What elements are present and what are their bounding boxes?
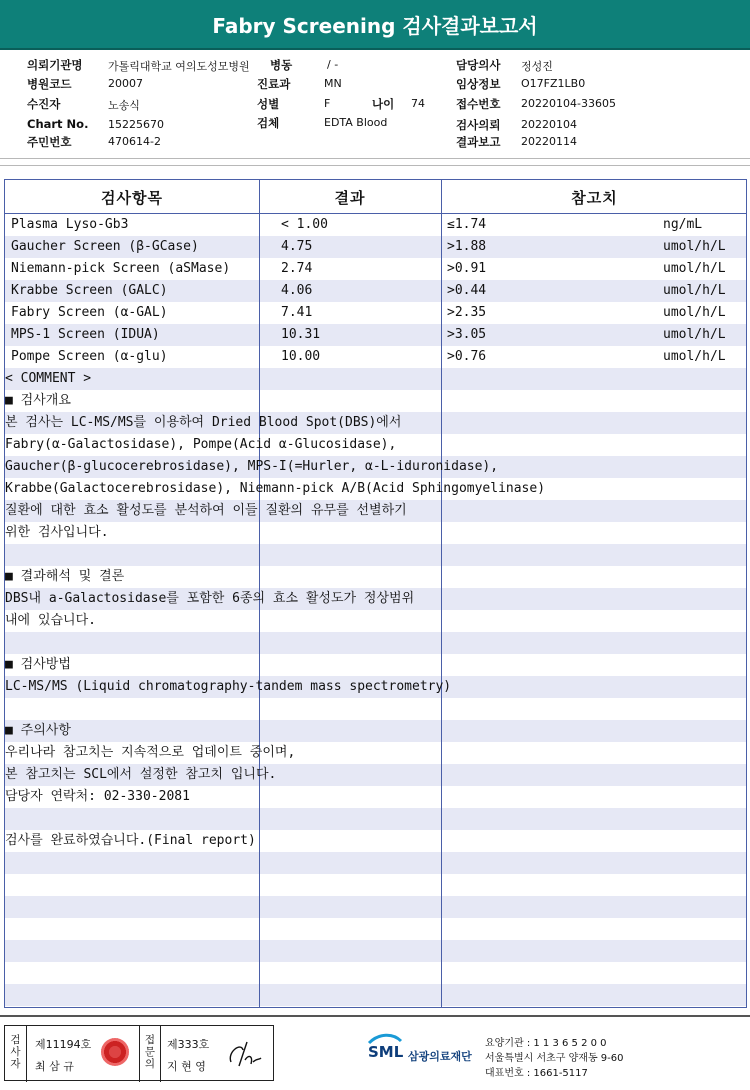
tester-label: 검 사 자 (5, 1026, 27, 1082)
value-request-date: 20220104 (521, 118, 577, 131)
label-hospital-code: 병원코드 (27, 77, 72, 91)
value-institution: 가톨릭대학교 여의도성모병원 (108, 60, 250, 73)
footer-divider (0, 1015, 750, 1017)
label-doctor: 담당의사 (456, 58, 501, 72)
comment-line: 본 검사는 LC-MS/MS를 이용하여 Dried Blood Spot(DBS)에서 (5, 415, 402, 430)
comment-line: 내에 있습니다. (5, 613, 97, 628)
tester-license: 제11194호 (35, 1038, 92, 1051)
value-receipt-no: 20220104-33605 (521, 97, 616, 110)
test-item: Plasma Lyso-Gb3 (11, 217, 129, 232)
label-receipt-no: 접수번호 (456, 97, 501, 111)
signature-image (225, 1036, 265, 1072)
table-stripe (5, 720, 746, 742)
table-stripe (5, 874, 746, 896)
test-result: 4.75 (281, 239, 313, 254)
report-title: Fabry Screening 검사결과보고서 (0, 0, 750, 48)
reference-range: ≤1.74 (447, 217, 487, 232)
phone-number: 대표번호 : 1661-5117 (485, 1068, 588, 1079)
value-patient: 노송식 (108, 99, 140, 112)
comment-line: ■ 주의사항 (5, 723, 71, 738)
comment-line: ■ 검사방법 (5, 657, 71, 672)
column-header-item: 검사항목 (101, 189, 163, 207)
label-sex: 성별 (257, 97, 280, 111)
comment-line: 위한 검사입니다. (5, 525, 109, 540)
comment-line: 우리나라 참고치는 지속적으로 업데이트 중이며, (5, 745, 296, 760)
reference-range: >2.35 (447, 305, 487, 320)
reference-range: >0.44 (447, 283, 487, 298)
header-divider-2 (0, 165, 750, 166)
table-stripe (5, 522, 746, 544)
table-stripe (5, 654, 746, 676)
test-result: 7.41 (281, 305, 313, 320)
table-stripe (5, 940, 746, 962)
test-result: < 1.00 (281, 217, 328, 232)
tester-name: 최 삼 규 (35, 1060, 74, 1073)
reference-range: >0.91 (447, 261, 487, 276)
comment-line: DBS내 a-Galactosidase를 포함한 6종의 효소 활성도가 정상범위 (5, 591, 415, 606)
comment-line: ■ 결과해석 및 결론 (5, 569, 125, 584)
reference-unit: umol/h/L (663, 239, 726, 254)
value-report-date: 20220114 (521, 135, 577, 148)
table-stripe (5, 390, 746, 412)
address: 서울특별시 서초구 양재동 9-60 (485, 1053, 624, 1064)
value-doctor: 정성진 (521, 60, 553, 73)
table-stripe (5, 852, 746, 874)
institution-code: 요양기관 : 1 1 3 6 5 2 0 0 (485, 1038, 607, 1049)
label-chart-no: Chart No. (27, 117, 89, 131)
reference-range: >1.88 (447, 239, 487, 254)
table-stripe (5, 896, 746, 918)
signature-box (4, 1025, 274, 1081)
comment-line: Gaucher(β-glucocerebrosidase), MPS-I(=Hurler, α-L-iduronidase), (5, 459, 499, 474)
table-stripe (5, 918, 746, 940)
comment-line: < COMMENT > (5, 371, 92, 386)
reviewer-name: 지 현 영 (167, 1060, 206, 1073)
value-ward: / - (327, 58, 339, 71)
reference-unit: umol/h/L (663, 261, 726, 276)
table-stripe (5, 544, 746, 566)
reference-unit: umol/h/L (663, 305, 726, 320)
label-resident-no: 주민번호 (27, 135, 72, 149)
column-header-reference: 참고치 (571, 189, 618, 207)
seal-stamp (101, 1038, 129, 1066)
test-result: 4.06 (281, 283, 313, 298)
test-item: Gaucher Screen (β-GCase) (11, 239, 199, 254)
reference-range: >3.05 (447, 327, 487, 342)
reference-range: >0.76 (447, 349, 487, 364)
table-stripe (5, 698, 746, 720)
reference-unit: umol/h/L (663, 327, 726, 342)
results-table (4, 179, 747, 1008)
table-stripe (5, 808, 746, 830)
label-request-date: 검사의뢰 (456, 118, 501, 132)
comment-line: 담당자 연락처: 02-330-2081 (5, 789, 190, 804)
title-underline (0, 48, 750, 50)
table-header (5, 180, 746, 214)
test-result: 2.74 (281, 261, 313, 276)
value-hospital-code: 20007 (108, 77, 143, 90)
comment-line: 검사를 완료하였습니다.(Final report) (5, 833, 256, 848)
sml-logo-text: SML (368, 1043, 404, 1061)
column-header-result: 결과 (334, 189, 366, 207)
test-item: Pompe Screen (α-glu) (11, 349, 168, 364)
label-department: 진료과 (257, 77, 291, 91)
comment-line: 본 참고치는 SCL에서 설정한 참고치 입니다. (5, 767, 277, 782)
label-age: 나이 (372, 97, 395, 111)
comment-line: Fabry(α-Galactosidase), Pompe(Acid α-Glucosidase), (5, 437, 397, 452)
test-result: 10.31 (281, 327, 321, 342)
table-stripe (5, 632, 746, 654)
value-resident-no: 470614-2 (108, 135, 161, 148)
label-specimen: 검체 (257, 116, 280, 130)
header-divider (0, 158, 750, 159)
value-chart-no: 15225670 (108, 118, 164, 131)
comment-line: 질환에 대한 효소 활성도를 분석하여 이들 질환의 유무를 선별하기 (5, 503, 407, 518)
value-specimen: EDTA Blood (324, 116, 388, 129)
label-patient: 수진자 (27, 97, 61, 111)
comment-line: LC-MS/MS (Liquid chromatography-tandem mass spectrometry) (5, 679, 452, 694)
table-stripe (5, 368, 746, 390)
test-item: Niemann-pick Screen (aSMase) (11, 261, 231, 276)
reviewer-label: 접 문 의 (139, 1026, 161, 1082)
label-clinical-info: 임상정보 (456, 77, 501, 91)
comment-line: Krabbe(Galactocerebrosidase), Niemann-pick A/B(Acid Sphingomyelinase) (5, 481, 546, 496)
test-item: Fabry Screen (α-GAL) (11, 305, 168, 320)
table-stripe (5, 610, 746, 632)
table-stripe (5, 962, 746, 984)
table-stripe (5, 984, 746, 1006)
value-department: MN (324, 77, 342, 90)
foundation-name: 삼광의료재단 (408, 1050, 472, 1063)
reviewer-license: 제333호 (167, 1038, 210, 1051)
label-report-date: 결과보고 (456, 135, 501, 149)
reference-unit: umol/h/L (663, 283, 726, 298)
value-clinical-info: O17FZ1LB0 (521, 77, 586, 90)
column-divider (441, 180, 442, 1007)
value-sex: F (324, 97, 331, 110)
label-ward: 병동 (270, 58, 293, 72)
reference-unit: umol/h/L (663, 349, 726, 364)
test-item: Krabbe Screen (GALC) (11, 283, 168, 298)
label-institution: 의뢰기관명 (27, 58, 83, 72)
reference-unit: ng/mL (663, 217, 703, 232)
comment-line: ■ 검사개요 (5, 393, 71, 408)
value-age: 74 (411, 97, 425, 110)
test-item: MPS-1 Screen (IDUA) (11, 327, 160, 342)
test-result: 10.00 (281, 349, 321, 364)
